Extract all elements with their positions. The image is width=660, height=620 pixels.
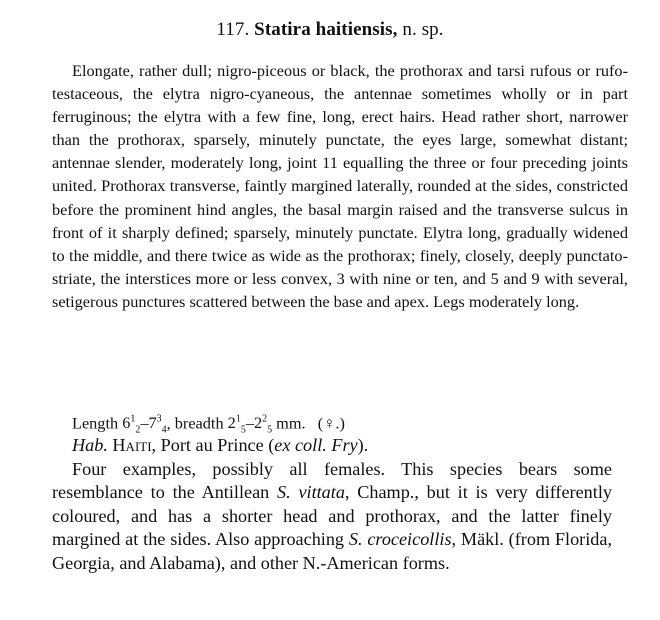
sex-symbol: (♀.) xyxy=(317,413,345,433)
length-min: $6^1_2$ xyxy=(122,413,141,436)
remarks-text-1: Four examples, possibly all females. This species bears some resemblance to the Antillean xyxy=(52,459,612,503)
species-number: 117. xyxy=(216,19,250,40)
species-heading xyxy=(0,18,660,42)
habitat-collection: ex coll. Fry xyxy=(274,435,358,455)
species-status: n. sp. xyxy=(402,19,444,40)
species-remarks xyxy=(52,458,612,575)
breadth-label: , breadth xyxy=(166,413,224,433)
habitat-close: ). xyxy=(357,435,369,455)
length-label: Length xyxy=(72,413,119,433)
habitat-country: Haiti xyxy=(112,435,152,455)
breadth-separator: – xyxy=(245,413,254,433)
species-description: Elongate, rather dull; nigro-piceous or black, the prothorax and tarsi rufous or rufo-testaceous, the elytra nigro-cyaneous, the antennae sometimes wholly or in part ferruginous; the elytra with a few fine, long, erect hairs. Head rather short, narrower than the prothorax, sparsely, minutely punctate, the eyes large, somewhat distant; antennae slender, moderately long, joint 11 equalling the three or four preceding joints united. Prothorax transverse, faintly margined laterally, rounded at the sides, constricted before the prominent hind angles, the basal margin raised and the transverse sulcus in front of it sharply defined; sparsely, minutely punctate. Elytra long, gradually widened to the middle, and there twice as wide as the prothorax; finely, closely, deeply punctato-striate, the interstices more or less convex, 3 with nine or ten, and 5 and 9 with several, setigerous punctures scattered between the base and apex. Legs moderately long. xyxy=(52,61,628,311)
length-separator: – xyxy=(140,413,149,433)
breadth-min: $2^1_5$ xyxy=(227,413,246,436)
remarks-text-2: , Champ., but it is very differently coloured, and has a shorter head and prothorax, and the latter finely margined at the sides. Also approaching xyxy=(52,482,612,550)
habitat-locality: , Port au Prince ( xyxy=(151,435,275,455)
remarks-text-3: , Mäkl. (from Florida, Georgia, and Alabama), and other N.-American forms. xyxy=(52,529,613,573)
breadth-max: $2^2_5$ xyxy=(253,413,273,436)
remarks-species-1: S. vittata xyxy=(277,482,345,503)
species-name: Statira haitiensis, xyxy=(254,19,398,40)
remarks-species-2: S. croceicollis xyxy=(348,529,452,550)
habitat-label: Hab. xyxy=(72,435,108,455)
length-max: $7^3_4$ xyxy=(148,413,167,436)
measurement-unit: mm. xyxy=(276,413,306,433)
habitat-line xyxy=(72,433,632,457)
